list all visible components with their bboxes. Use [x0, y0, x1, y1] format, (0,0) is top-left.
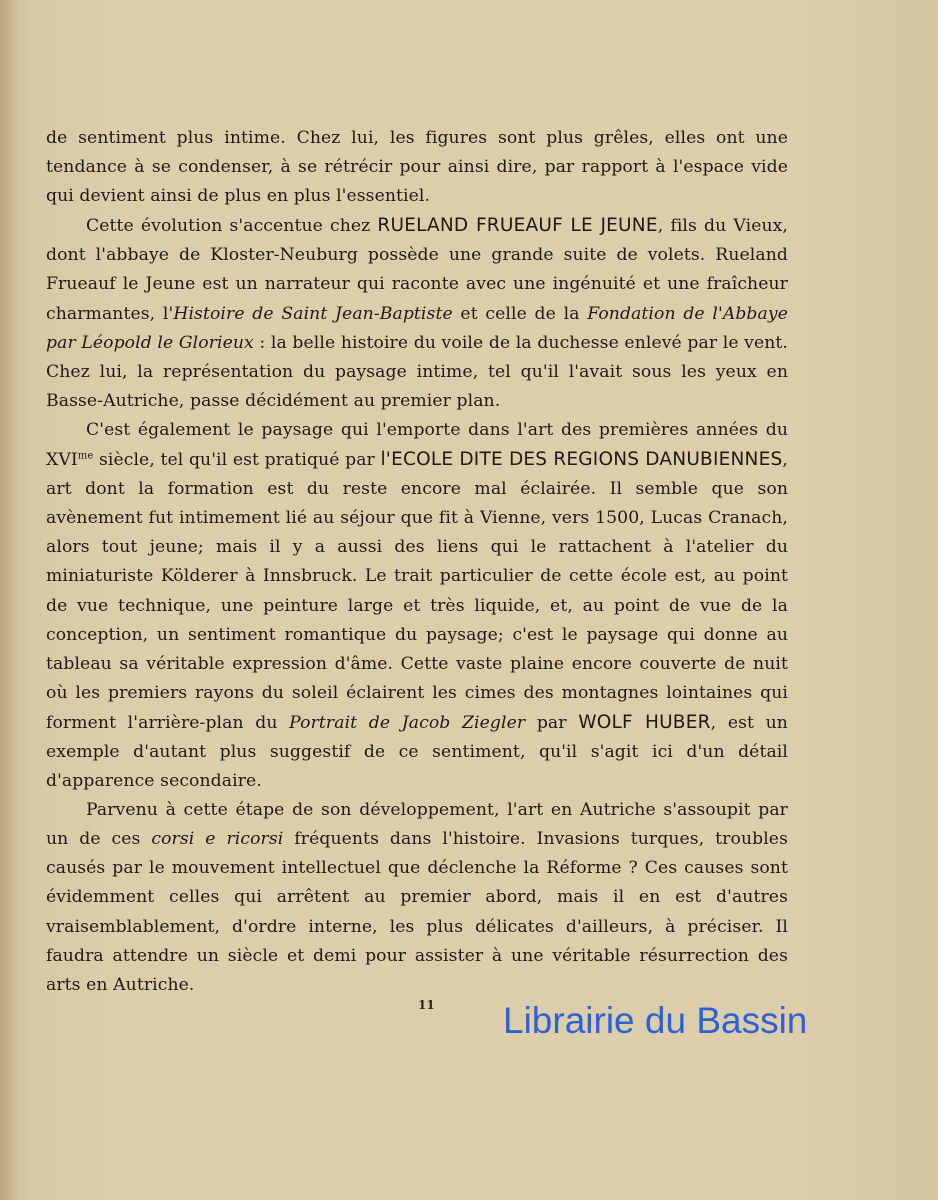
artist-name: l'ECOLE DITE DES REGIONS DANUBIENNES — [380, 449, 783, 471]
italic-title: corsi e ricorsi — [151, 829, 284, 850]
italic-title: Portrait de Jacob Ziegler — [289, 712, 526, 733]
text-run: , est un exemple d'autant plus suggestif de ce sentiment, qu'il s'agit ici d'un détail d'apparence secondaire. — [46, 712, 788, 792]
page-edge-shadow — [0, 0, 18, 1200]
text-run: , fils du Vieux, dont l'abbaye de Kloster-Neuburg possède une grande suite de volets. Rueland Frueauf le Jeune est un narrateur qui raconte avec une ingénuité et une fraîcheur charmantes, l' — [46, 216, 788, 324]
paragraph — [46, 211, 788, 416]
text-run: Parvenu à cette étape de son développement, l'art en Autriche s'assoupit par un de ces — [46, 800, 788, 850]
text-run: par — [525, 712, 579, 733]
superscript: me — [77, 450, 94, 462]
text-run: fréquents dans l'histoire. Invasions turques, troubles causés par le mouvement intellectuel que déclenche la Réforme ? Ces causes sont évidemment celles qui arrêtent au premier abord, mais il en est d'autres vraisemblablement, d'ordre interne, les plus délicates d'ailleurs, à préciser. Il faudra attendre un siècle et demi pour assister à une véritable résurrection des arts en Autriche. — [46, 829, 789, 995]
bookseller-watermark: Librairie du Bassin — [503, 1000, 808, 1041]
text-run: et celle de la — [452, 303, 588, 324]
artist-name: WOLF HUBER — [578, 711, 711, 733]
text-run: de sentiment plus intime. Chez lui, les figures sont plus grêles, elles ont une tendance à se condenser, à se rétrécir pour ainsi dire, par rapport à l'espace vide qui devient ainsi de plus en plus l'essentiel. — [46, 128, 788, 207]
text-run: siècle, tel qu'il est pratiqué par — [93, 450, 381, 471]
paragraph — [46, 124, 788, 211]
paragraph — [46, 796, 788, 1000]
text-run: : la belle histoire du voile de la duchesse enlevé par le vent. Chez lui, la représentation du paysage intime, tel qu'il l'avait sous les yeux en Basse-Autriche, passe décidément au premier plan. — [46, 332, 788, 411]
page-number: 11 — [418, 998, 435, 1012]
text-run: , art dont la formation est du reste encore mal éclairée. Il semble que son avènement fut intimement lié au séjour que fit à Vienne, vers 1500, Lucas Cranach, alors tout jeune; mais il y a aussi des liens qui le rattachent à l'atelier du miniaturiste Kölderer à Innsbruck. Le trait particulier de cette école est, au point de vue technique, une peinture large et très liquide, et, au point de vue de la conception, un sentiment romantique du paysage; c'est le paysage qui donne au tableau sa véritable expression d'âme. Cette vaste plaine encore couverte de nuit où les premiers rayons du soleil éclairent les cimes des montagnes lointaines qui forment l'arrière-plan du — [46, 450, 788, 733]
body-text — [46, 124, 788, 1000]
paragraph — [46, 416, 788, 796]
italic-title: Fondation de l'Abbaye par Léopold le Glorieux — [46, 303, 788, 353]
artist-name: RUELAND FRUEAUF LE JEUNE — [377, 215, 658, 237]
italic-title: Histoire de Saint Jean-Baptiste — [173, 303, 453, 324]
text-run: Cette évolution s'accentue chez — [86, 216, 378, 237]
text-run: C'est également le paysage qui l'emporte dans l'art des premières années du XVI — [46, 419, 788, 471]
